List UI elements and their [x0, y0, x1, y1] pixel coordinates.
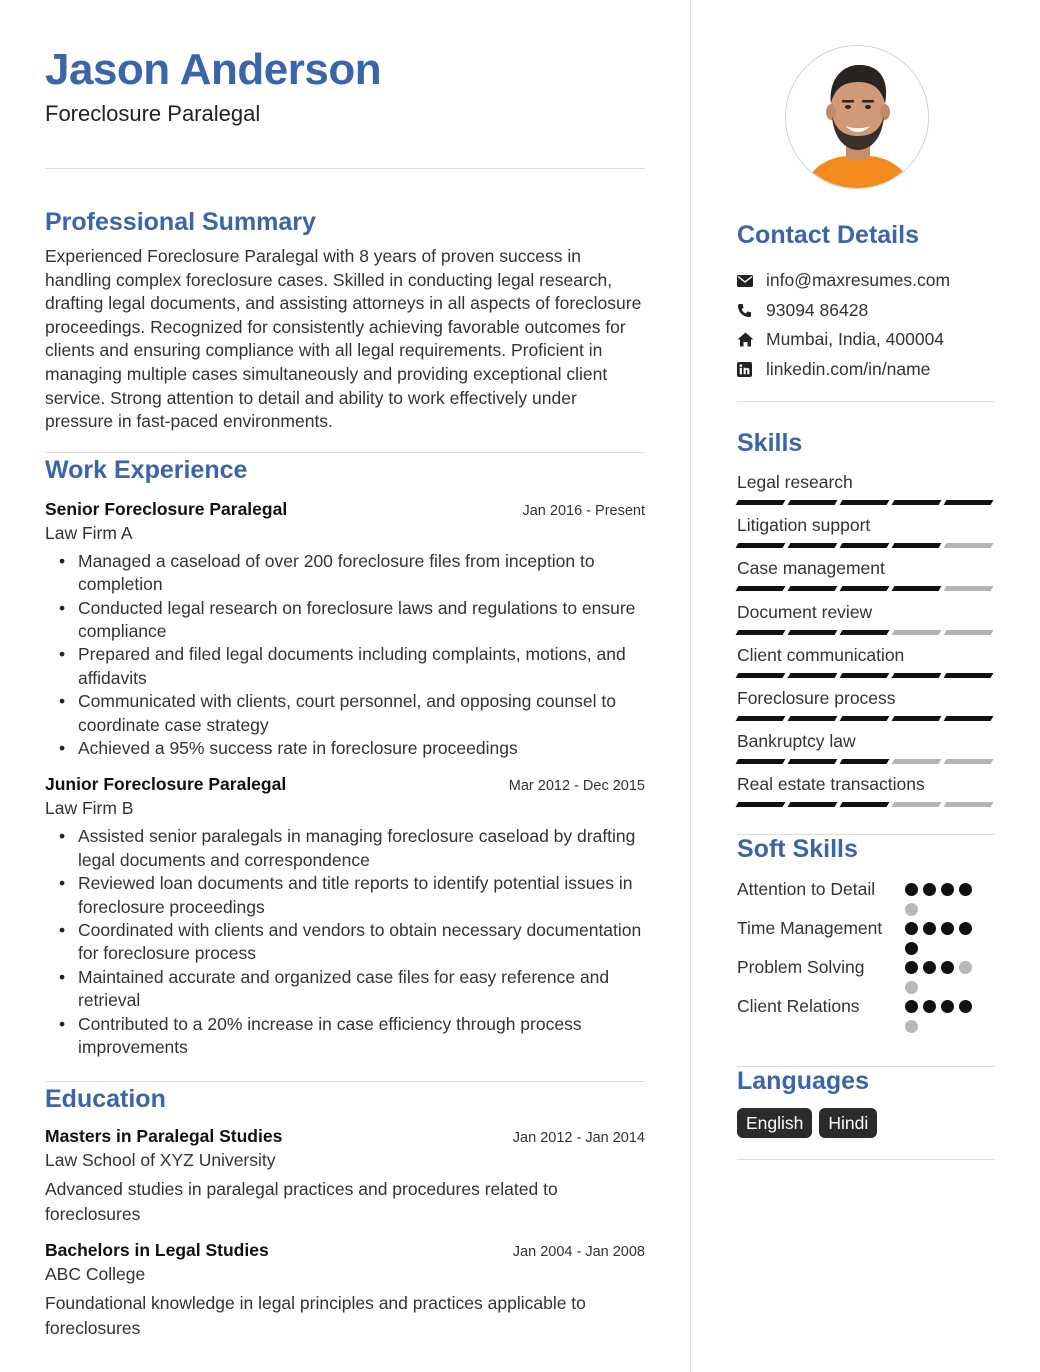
skills-heading: Skills: [737, 429, 803, 457]
skill-level-bar: [737, 500, 995, 505]
home-icon: [737, 332, 766, 347]
skill-level-segment: [840, 673, 890, 678]
rating-dot: [905, 922, 918, 935]
skill-name: Litigation support: [737, 515, 871, 536]
skill-level-segment: [736, 586, 786, 591]
skill-item: [737, 514, 995, 557]
bullet-item: • Coordinated with clients and vendors to obtain necessary documentation for foreclosure process: [45, 919, 645, 966]
education-entry: [45, 1238, 645, 1340]
education-date: Jan 2004 - Jan 2008: [512, 1244, 645, 1261]
rating-dot: [905, 903, 918, 916]
job-title: Junior Foreclosure Paralegal: [45, 774, 287, 795]
languages-heading: Languages: [737, 1067, 869, 1095]
skill-level-segment: [892, 716, 942, 721]
skill-level-segment: [892, 802, 942, 807]
skill-level-segment: [788, 543, 838, 548]
job-entry: [45, 772, 645, 1059]
skill-level-bar: [737, 543, 995, 548]
bullet-item: • Communicated with clients, court personnel, and opposing counsel to coordinate case strategy: [45, 690, 645, 737]
skill-level-segment: [944, 673, 994, 678]
skills-list: [737, 471, 995, 817]
rating-dot: [923, 883, 936, 896]
skill-level-segment: [840, 543, 890, 548]
bullet-item: • Maintained accurate and organized case files for easy reference and retrieval: [45, 966, 645, 1013]
skill-level-bar: [737, 802, 995, 807]
skill-level-segment: [788, 500, 838, 505]
skill-item: [737, 773, 995, 816]
school-name: ABC College: [45, 1264, 146, 1285]
soft-skill-rating: [905, 955, 977, 994]
job-title: Senior Foreclosure Paralegal: [45, 498, 288, 519]
rating-dot: [959, 961, 972, 974]
skill-level-segment: [944, 630, 994, 635]
job-company: Law Firm B: [45, 798, 134, 819]
main-column: [45, 44, 645, 1340]
education-description: Foundational knowledge in legal principles and practices applicable to foreclosures: [45, 1293, 586, 1338]
education-entry: [45, 1124, 645, 1226]
skill-level-segment: [892, 630, 942, 635]
skill-level-segment: [944, 586, 994, 591]
contact-email-text: info@maxresumes.com: [766, 270, 951, 291]
bullet-item: • Managed a caseload of over 200 foreclosure files from inception to completion: [45, 550, 645, 597]
soft-skill-item: [737, 994, 995, 1033]
job-date: Mar 2012 - Dec 2015: [508, 778, 645, 795]
skill-level-segment: [840, 500, 890, 505]
skill-level-segment: [840, 630, 890, 635]
skill-level-segment: [840, 759, 890, 764]
education-divider: [45, 1081, 645, 1082]
experience-heading: Work Experience: [45, 455, 248, 484]
soft-skills-heading: Soft Skills: [737, 835, 858, 863]
skill-level-segment: [788, 630, 838, 635]
skill-level-segment: [736, 716, 786, 721]
rating-dot: [941, 883, 954, 896]
skill-level-segment: [944, 759, 994, 764]
summary-heading: Professional Summary: [45, 208, 316, 236]
skill-level-segment: [892, 673, 942, 678]
skill-level-segment: [892, 759, 942, 764]
languages-list: [737, 1108, 877, 1138]
skill-name: Legal research: [737, 472, 853, 492]
soft-skills-list: [737, 877, 995, 1033]
contact-address: [737, 325, 995, 355]
bullet-item: • Contributed to a 20% increase in case efficiency through process improvements: [45, 1013, 645, 1060]
skill-item: [737, 557, 995, 600]
rating-dot: [959, 883, 972, 896]
skill-level-segment: [788, 586, 838, 591]
skill-level-bar: [737, 673, 995, 678]
rating-dot: [905, 981, 918, 994]
contact-linkedin-text: linkedin.com/in/name: [766, 358, 931, 379]
skill-level-segment: [736, 802, 786, 807]
skill-item: [737, 644, 995, 687]
rating-dot: [905, 1020, 918, 1033]
bullet-item: • Conducted legal research on foreclosure laws and regulations to ensure compliance: [45, 597, 645, 644]
rating-dot: [941, 922, 954, 935]
school-name: Law School of XYZ University: [45, 1150, 276, 1171]
rating-dot: [959, 1000, 972, 1013]
skill-name: Bankruptcy law: [737, 731, 856, 752]
skill-level-segment: [840, 716, 890, 721]
degree-title: Masters in Paralegal Studies: [45, 1126, 283, 1147]
skill-item: [737, 730, 995, 773]
skill-item: [737, 687, 995, 730]
skill-name: Document review: [737, 601, 873, 622]
skill-level-segment: [788, 716, 838, 721]
soft-skill-rating: [905, 994, 977, 1033]
languages-divider: [737, 1159, 995, 1160]
contact-email[interactable]: [737, 266, 995, 296]
skill-level-segment: [736, 759, 786, 764]
language-tag: Hindi: [819, 1108, 877, 1138]
rating-dot: [941, 1000, 954, 1013]
soft-skill-name: Attention to Detail: [737, 879, 876, 899]
skill-level-segment: [788, 802, 838, 807]
skill-level-segment: [736, 673, 786, 678]
soft-skill-rating: [905, 916, 977, 955]
soft-skill-item: [737, 916, 995, 955]
skill-name: Real estate transactions: [737, 774, 925, 795]
column-divider: [690, 0, 691, 1372]
skill-level-segment: [944, 802, 994, 807]
skill-name: Client communication: [737, 644, 905, 665]
avatar: [785, 45, 929, 189]
candidate-role: Foreclosure Paralegal: [45, 101, 261, 126]
skill-level-segment: [892, 586, 942, 591]
skill-level-bar: [737, 586, 995, 591]
soft-skill-item: [737, 955, 995, 994]
rating-dot: [905, 883, 918, 896]
soft-skill-rating: [905, 877, 977, 916]
rating-dot: [923, 922, 936, 935]
rating-dot: [941, 961, 954, 974]
soft-skill-name: Client Relations: [737, 996, 860, 1016]
job-entry: [45, 497, 645, 761]
soft-skill-name: Time Management: [737, 918, 883, 938]
skill-level-segment: [788, 759, 838, 764]
contact-list: [737, 266, 995, 384]
job-date: Jan 2016 - Present: [522, 502, 645, 519]
skill-level-segment: [944, 543, 994, 548]
education-description: Advanced studies in paralegal practices and procedures related to foreclosures: [45, 1179, 558, 1224]
skill-level-bar: [737, 716, 995, 721]
contact-phone[interactable]: [737, 296, 995, 326]
skill-level-segment: [944, 716, 994, 721]
job-company: Law Firm A: [45, 522, 133, 543]
degree-title: Bachelors in Legal Studies: [45, 1240, 269, 1261]
contact-linkedin[interactable]: [737, 355, 995, 385]
bullet-item: • Reviewed loan documents and title reports to identify potential issues in foreclosure proceedings: [45, 872, 645, 919]
skill-level-segment: [892, 500, 942, 505]
skill-level-segment: [840, 586, 890, 591]
skill-name: Foreclosure process: [737, 687, 896, 708]
phone-icon: [737, 303, 766, 318]
rating-dot: [923, 961, 936, 974]
skill-name: Case management: [737, 558, 885, 579]
soft-skill-name: Problem Solving: [737, 957, 865, 977]
contact-divider: [737, 401, 995, 402]
skill-level-segment: [788, 673, 838, 678]
contact-address-text: Mumbai, India, 400004: [766, 329, 945, 350]
soft-skill-item: [737, 877, 995, 916]
rating-dot: [905, 1000, 918, 1013]
rating-dot: [905, 961, 918, 974]
skill-level-bar: [737, 759, 995, 764]
envelope-icon: [737, 275, 766, 287]
rating-dot: [905, 942, 918, 955]
skill-item: [737, 601, 995, 644]
rating-dot: [959, 922, 972, 935]
rating-dot: [923, 1000, 936, 1013]
skill-level-segment: [944, 500, 994, 505]
education-date: Jan 2012 - Jan 2014: [512, 1130, 645, 1147]
job-bullets: [45, 550, 645, 761]
skill-level-bar: [737, 630, 995, 635]
header-divider: [45, 168, 645, 169]
skill-item: [737, 471, 995, 514]
job-bullets: [45, 825, 645, 1059]
language-tag: English: [737, 1108, 812, 1138]
bullet-item: • Prepared and filed legal documents including complaints, motions, and affidavits: [45, 643, 645, 690]
education-heading: Education: [45, 1085, 166, 1114]
summary-text: Experienced Foreclosure Paralegal with 8 years of proven success in handling complex foreclosure cases. Skilled in conducting legal research, drafting legal documents, and assisting attorneys in all aspects of foreclosure proceedings. Recognized for consistently achieving favorable outcomes for clients and ensuring compliance with all legal requirements. Proficient in managing multiple cases simultaneously and providing exceptional client service. Strong attention to detail and ability to work effectively under pressure in fast-paced environments.: [45, 246, 642, 432]
skill-level-segment: [892, 543, 942, 548]
contact-phone-text: 93094 86428: [766, 299, 869, 320]
experience-divider: [45, 452, 645, 453]
linkedin-icon: [737, 362, 766, 377]
contact-heading: Contact Details: [737, 221, 919, 249]
candidate-name: Jason Anderson: [45, 45, 382, 94]
skill-level-segment: [736, 543, 786, 548]
skill-level-segment: [736, 630, 786, 635]
skill-level-segment: [736, 500, 786, 505]
bullet-item: • Achieved a 95% success rate in foreclosure proceedings: [45, 737, 645, 760]
skill-level-segment: [840, 802, 890, 807]
bullet-item: • Assisted senior paralegals in managing foreclosure caseload by drafting legal documents and correspondence: [45, 825, 645, 872]
avatar-portrait-icon: [786, 46, 929, 189]
